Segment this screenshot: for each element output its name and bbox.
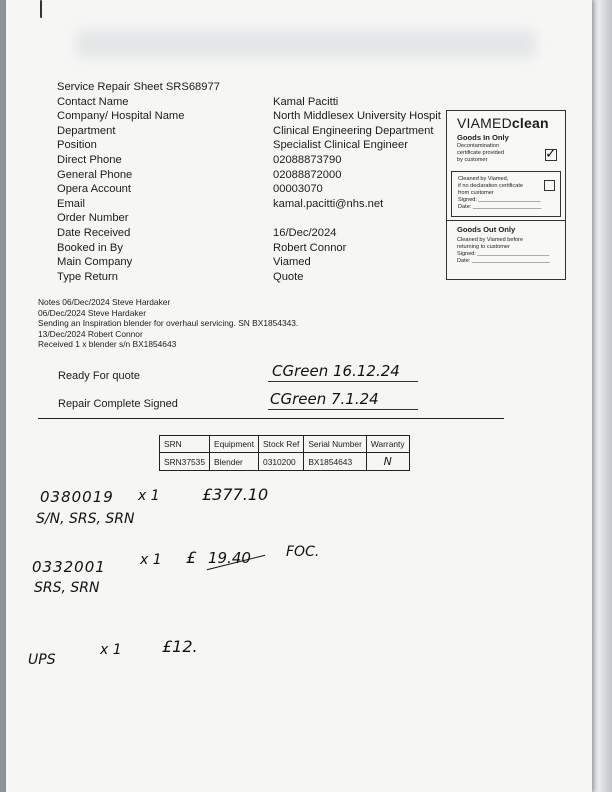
table-cell: SRN37535 — [160, 453, 210, 471]
field-value: 00003070 — [273, 183, 323, 196]
field-value: Robert Connor — [273, 241, 347, 254]
goods-in-line: Decontamination — [457, 143, 499, 149]
viamed-clean-logo — [457, 115, 549, 131]
hand-line3-item: UPS — [28, 652, 56, 668]
sheet-title: Service Repair Sheet SRS68977 — [57, 81, 220, 93]
note-line: 13/Dec/2024 Robert Connor — [38, 328, 143, 339]
goods-out-text — [457, 237, 550, 265]
hand-line1-note: S/N, SRS, SRN — [36, 511, 135, 527]
field-value: 02088872000 — [273, 168, 342, 181]
hand-line1-code: 0380019 — [40, 488, 114, 506]
complete-signature: CGreen 7.1.24 — [270, 390, 379, 408]
date-line: Date: ______________________ — [458, 204, 542, 210]
note-line: Notes 06/Dec/2024 Steve Hardaker — [38, 297, 171, 307]
signed-label: Signed: — [458, 197, 477, 203]
hand-line3-price: £12. — [162, 637, 198, 656]
repair-complete-label: Repair Complete Signed — [58, 398, 178, 410]
table-header-row — [160, 436, 410, 453]
complete-signature-line — [268, 409, 418, 410]
hand-line2-price-prefix: £ — [186, 548, 197, 567]
table-cell: N — [366, 453, 409, 471]
hand-line3-qty: x 1 — [100, 642, 122, 658]
field-value: 02088873790 — [273, 153, 342, 166]
goods-in-line: certificate provided — [457, 150, 504, 156]
field-value: Kamal Pacitti — [273, 95, 339, 108]
goods-in-title: Goods In Only — [457, 133, 509, 142]
table-cell: BX1854643 — [304, 453, 367, 471]
signed-line: Signed: ____________________ — [458, 197, 541, 203]
table-cell: 0310200 — [259, 453, 304, 471]
goods-out-line: returning to customer — [457, 244, 510, 250]
note-line: Received 1 x blender s/n BX1854643 — [38, 339, 177, 350]
field-label: Company/ Hospital Name — [57, 110, 185, 123]
pen-mark — [40, 0, 42, 18]
field-label: Department — [57, 124, 116, 137]
field-label: Email — [57, 197, 85, 210]
hand-line2-struck-price: 19.40 — [208, 549, 251, 567]
srn-table — [159, 435, 410, 471]
ready-signature-line — [268, 381, 418, 382]
field-label: Date Received — [57, 226, 131, 239]
ready-signature: CGreen 16.12.24 — [272, 362, 400, 380]
cleaned-text — [458, 176, 541, 211]
date-label: Date: — [457, 258, 471, 264]
field-label: Position — [57, 139, 97, 152]
field-value: Quote — [273, 270, 304, 283]
ready-for-quote-label: Ready For quote — [58, 370, 140, 382]
field-value: Clinical Engineering Department — [273, 124, 434, 137]
date-label: Date: — [458, 204, 472, 210]
cleaned-checkbox[interactable] — [544, 180, 555, 191]
field-value: 16/Dec/2024 — [273, 226, 337, 239]
hand-line2-code: 0332001 — [32, 558, 106, 576]
field-value: kamal.pacitti@nhs.net — [273, 197, 384, 210]
notes-block — [38, 297, 298, 350]
field-value: North Middlesex University Hospit — [273, 110, 441, 123]
note-line: 06/Dec/2024 Steve Hardaker — [38, 307, 147, 318]
column-header: SRN — [160, 436, 210, 453]
cleaned-line: Cleaned by Viamed, — [458, 176, 509, 182]
field-label: Direct Phone — [57, 153, 122, 166]
field-value: Specialist Clinical Engineer — [273, 139, 408, 152]
field-label: Contact Name — [57, 95, 129, 108]
goods-in-text — [457, 143, 504, 164]
brand-prefix: VIAMED — [457, 115, 512, 131]
date-line: Date: _________________________ — [457, 258, 550, 264]
field-label: Opera Account — [57, 183, 132, 196]
field-value: Viamed — [273, 256, 311, 269]
cleaned-line: if no declaration certificate — [458, 183, 523, 189]
field-label: Type Return — [57, 270, 118, 283]
field-label: General Phone — [57, 168, 133, 181]
table-row — [160, 453, 410, 471]
note-line: Sending an Inspiration blender for overhaul servicing. SN BX1854343. — [38, 318, 299, 329]
hand-line2-note: SRS, SRN — [34, 580, 100, 596]
goods-in-line: by customer — [457, 157, 488, 163]
field-label: Booked in By — [57, 241, 123, 254]
hand-line2-foc: FOC. — [286, 544, 320, 560]
cleaned-by-viamed-section — [451, 171, 561, 217]
hand-line2-qty: x 1 — [140, 552, 162, 568]
cleaned-line: from customer — [458, 190, 494, 196]
page-edge — [590, 0, 612, 792]
field-label: Order Number — [57, 212, 129, 225]
hand-line1-price: £377.10 — [202, 485, 269, 504]
show-through-heading — [76, 30, 536, 58]
field-label: Main Company — [57, 256, 133, 269]
goods-out-title: Goods Out Only — [457, 225, 516, 234]
decon-certificate-checkbox[interactable] — [545, 145, 557, 161]
goods-out-line: Cleaned by Viamed before — [457, 237, 524, 243]
check-mark-icon: ✓ — [545, 145, 557, 161]
brand-suffix: clean — [511, 115, 549, 131]
hand-line1-qty: x 1 — [138, 488, 160, 504]
viamed-clean-box — [446, 110, 566, 280]
horizontal-rule — [38, 418, 504, 419]
column-header: Serial Number — [304, 436, 367, 453]
column-header: Equipment — [209, 436, 258, 453]
signed-line: Signed: _______________________ — [457, 251, 550, 257]
table-cell: Blender — [209, 453, 258, 471]
column-header: Warranty — [366, 436, 409, 453]
column-header: Stock Ref — [259, 436, 304, 453]
box-divider — [447, 220, 565, 221]
signed-label: Signed: — [457, 251, 476, 257]
